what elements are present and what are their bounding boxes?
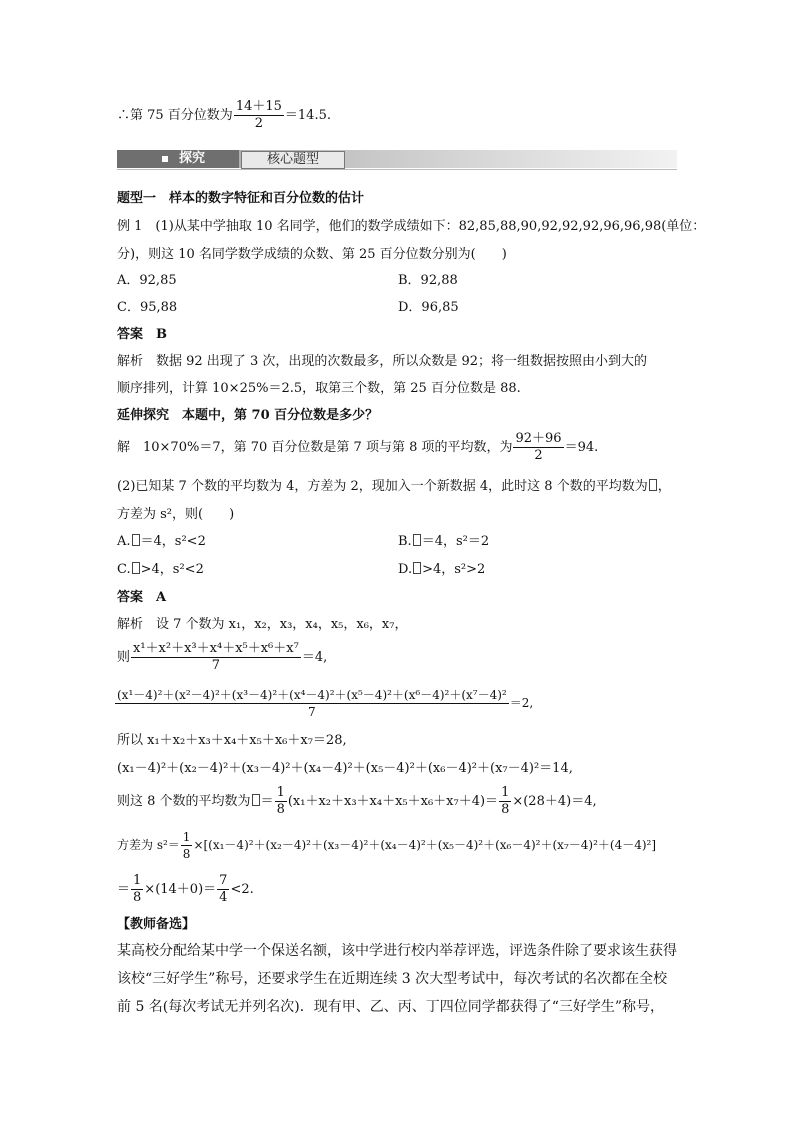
solution-prefix: 解 10×70%＝7，第 70 百分位数是第 7 项与第 8 项的平均数，为 [117, 440, 513, 455]
fraction-denominator: 8 [501, 802, 510, 817]
mean-placeholder-icon [413, 534, 421, 546]
teacher-paragraph-line-3: 前 5 名(每次考试无并列名次)．现有甲、乙、丙、丁四位同学都获得了“三好学生”称号， [117, 999, 665, 1015]
option-letter: C. [117, 562, 131, 577]
equals-sign: ＝ [117, 882, 131, 897]
fraction [513, 432, 563, 463]
mean-placeholder-icon [132, 562, 140, 574]
variance-equation [114, 688, 533, 719]
example-2-text: (2)已知某 7 个数的平均数为 4，方差为 2，现加入一个新数据 4，此时这 8 个数的平均数为 [117, 479, 648, 494]
banner-explore-label: 探究 [179, 151, 206, 166]
banner-core-topic: 核心题型 [241, 151, 345, 169]
mean-equation [117, 642, 327, 673]
extension-solution [117, 432, 598, 463]
fraction [131, 874, 143, 905]
fraction-denominator: 4 [219, 890, 228, 905]
fraction-numerator: 1 [182, 830, 191, 844]
fraction [234, 100, 284, 131]
fraction-numerator: 7 [219, 873, 228, 888]
variance-body: ×[(x₁－4)²＋(x₂－4)²＋(x₃－4)²＋(x₄－4)²＋(x₅－4)²＋(x₆－4)²＋(x₇－4)²＋(4－4)²] [193, 838, 657, 852]
variance-expression: ×(14＋0)＝ [144, 882, 217, 897]
fraction-numerator: x¹＋x²＋x³＋x⁴＋x⁵＋x⁶＋x⁷ [133, 641, 299, 656]
analysis-1-line-2: 顺序排列，计算 10×25%＝2.5，取第三个数，第 25 百分位数是 88. [117, 381, 521, 396]
banner-explore-tab [117, 150, 239, 168]
answer-1: 答案 B [117, 327, 167, 342]
section-banner [117, 150, 677, 170]
teacher-section-title: 【教师备选】 [117, 917, 196, 932]
fraction-denominator: 2 [534, 448, 543, 463]
fraction-numerator: 14＋15 [235, 99, 282, 114]
mean-placeholder-icon [413, 562, 421, 574]
fraction-denominator: 2 [254, 116, 263, 131]
option-c: C．95,88 [117, 300, 178, 315]
answer-2: 答案 A [117, 590, 167, 605]
variance-prefix: 方差为 s²＝ [117, 838, 180, 852]
option-d: D．96,85 [398, 300, 459, 315]
mean-placeholder-icon [649, 479, 657, 491]
extension-question: 延伸探究 本题中，第 70 百分位数是多少？ [117, 408, 379, 423]
option-text: ＝4，s²<2 [140, 534, 206, 549]
fraction [217, 874, 229, 905]
fraction [115, 688, 509, 719]
fraction-denominator: 7 [211, 658, 221, 673]
fraction-denominator: 8 [276, 802, 285, 817]
then-label: 则 [117, 650, 131, 665]
fraction [499, 786, 511, 817]
variance-result: <2. [230, 882, 254, 897]
option-a: A．92,85 [117, 273, 177, 288]
final-variance-line [117, 874, 254, 905]
squares-line: (x₁－4)²＋(x₂－4)²＋(x₃－4)²＋(x₄－4)²＋(x₅－4)²＋(x₆－4)²＋(x₇－4)²＝14, [117, 761, 573, 776]
banner-rule [117, 169, 677, 170]
percentile-conclusion [117, 100, 331, 131]
option-text: ＝4，s²＝2 [421, 534, 490, 549]
example-1-line-1: 例 1 (1)从某中学抽取 10 名同学，他们的数学成绩如下：82,85,88,90,92,92,92,96,96,98(单位： [117, 219, 706, 234]
fraction [275, 786, 287, 817]
section-title: 题型一 样本的数字特征和百分位数的估计 [117, 191, 365, 206]
sum-line: 所以 x₁＋x₂＋x₃＋x₄＋x₅＋x₆＋x₇＝28, [117, 733, 347, 748]
sum-expression: (x₁＋x₂＋x₃＋x₄＋x₅＋x₆＋x₇＋4)＝ [287, 794, 499, 809]
fraction [131, 642, 301, 673]
new-variance-line [117, 830, 656, 861]
option-letter: D. [398, 562, 413, 577]
fraction-denominator: 7 [308, 705, 316, 719]
option-letter: A. [117, 534, 131, 549]
teacher-paragraph-line-2: 该校“三好学生”称号，还要求学生在近期连续 3 次大型考试中，每次考试的名次都在全校 [117, 971, 668, 987]
option-2b [398, 533, 489, 551]
new-mean-prefix: 则这 8 个数的平均数为 [117, 794, 251, 809]
solution-suffix: ＝94. [564, 440, 599, 455]
equals-sign: ＝ [260, 794, 274, 809]
option-letter: B. [398, 534, 412, 549]
fraction-numerator: (x¹－4)²＋(x²－4)²＋(x³－4)²＋(x⁴－4)²＋(x⁵－4)²＋(x⁶－4)²＋(x⁷－4)² [117, 688, 507, 702]
mean-result: ×(28＋4)＝4, [512, 794, 597, 809]
fraction-numerator: 1 [276, 785, 285, 800]
square-bullet-icon [162, 156, 168, 162]
fraction-numerator: 1 [501, 785, 510, 800]
mean-placeholder-icon [132, 534, 140, 546]
fraction-numerator: 1 [133, 873, 142, 888]
option-2d [398, 561, 485, 579]
conclusion-suffix: ＝14.5. [284, 108, 331, 123]
teacher-paragraph-line-1: 某高校分配给某中学一个保送名额，该中学进行校内举荐评选，评选条件除了要求该生获得 [117, 943, 677, 959]
fraction [181, 830, 193, 861]
analysis-2-line-1: 解析 设 7 个数为 x₁，x₂，x₃，x₄，x₅，x₆，x₇， [117, 617, 408, 632]
option-2c [117, 561, 204, 579]
option-b: B．92,88 [398, 273, 458, 288]
analysis-1-line-1: 解析 数据 92 出现了 3 次，出现的次数最多，所以众数是 92；将一组数据按照由小到大的 [117, 354, 648, 369]
example-1-line-2: 分)，则这 10 名同学数学成绩的众数、第 25 百分位数分别为( ) [117, 247, 507, 262]
fraction-denominator: 8 [133, 890, 142, 905]
mean-placeholder-icon [252, 794, 260, 806]
option-2a [117, 533, 206, 551]
example-2-line-1: (2)已知某 7 个数的平均数为 4，方差为 2，现加入一个新数据 4，此时这 8 个数的平均数为 ， [117, 479, 671, 494]
new-mean-line [117, 786, 597, 817]
option-text: >4，s²<2 [140, 562, 204, 577]
fraction-numerator: 92＋96 [515, 431, 562, 446]
equation-suffix: ＝4, [301, 650, 328, 665]
conclusion-prefix: ∴第 75 百分位数为 [117, 108, 233, 123]
equation-suffix: ＝2, [509, 696, 534, 710]
option-text: >4，s²>2 [422, 562, 486, 577]
example-2-line-2: 方差为 s²，则( ) [117, 507, 235, 522]
fraction-denominator: 8 [182, 847, 191, 861]
